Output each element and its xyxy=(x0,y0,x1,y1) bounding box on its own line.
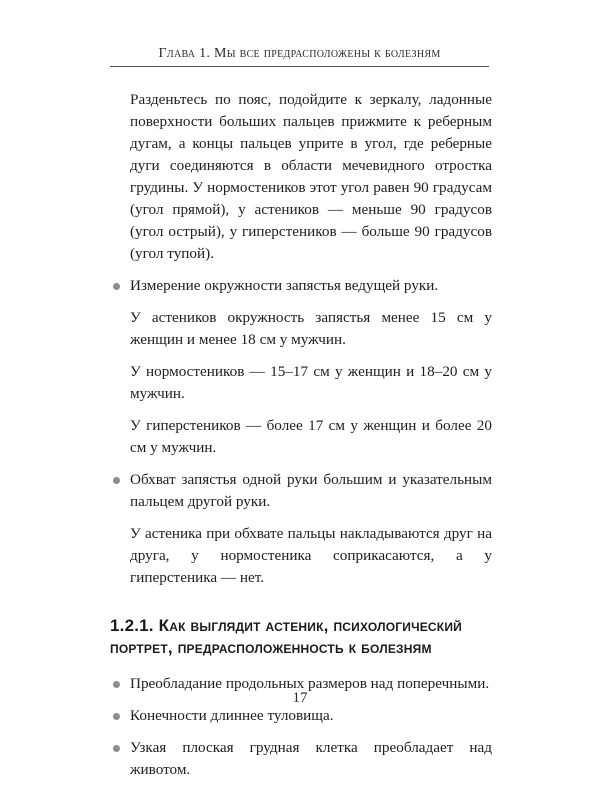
paragraph-intro: Разденьтесь по пояс, подойдите к зеркалу, ладонные поверхности больших пальцев прижмите к реберным дугам, а концы пальцев уприте в угол, где реберные дуги соединяются в области мечевидного отростка грудины. У нормостеников этот угол равен 90 градусам (угол прямой), у астеников — меньше 90 градусов (угол острый), у гиперстеников — больше 90 градусов (угол тупой). xyxy=(130,91,492,262)
list-item xyxy=(130,737,492,781)
paragraph-asthenic: У астеников окружность запястья менее 15 см у женщин и менее 18 см у мужчин. xyxy=(130,309,492,348)
bullet-text: Измерение окружности запястья ведущей руки. xyxy=(130,277,439,294)
paragraph-hypersthenic: У гиперстеников — более 17 см у женщин и более 20 см у мужчин. xyxy=(130,417,492,456)
bullet-item-grip xyxy=(130,469,492,513)
list-item xyxy=(130,705,492,727)
bullet-icon xyxy=(113,745,120,752)
bullet-icon xyxy=(113,713,120,720)
page-body xyxy=(110,89,492,791)
bullet-text: Обхват запястья одной руки большим и указательным пальцем другой руки. xyxy=(130,471,492,510)
bullet-icon xyxy=(113,681,120,688)
bullet-icon xyxy=(113,283,120,290)
page-number: 17 xyxy=(292,690,308,706)
bullet-text: Преобладание продольных размеров над поперечными. xyxy=(130,675,490,692)
paragraph-normosthenic: У нормостеников — 15–17 см у женщин и 18–20 см у мужчин. xyxy=(130,363,492,402)
bullet-text: Узкая плоская грудная клетка преобладает над животом. xyxy=(130,739,492,778)
header-rule xyxy=(110,66,489,67)
bullet-text: Конечности длиннее туловища. xyxy=(130,707,334,724)
running-head: Глава 1. Мы все предрасположены к болезням xyxy=(158,46,441,61)
bullet-item-wrist xyxy=(130,275,492,297)
bullet-icon xyxy=(113,477,120,484)
section-heading: 1.2.1. Как выглядит астеник, психологический портрет, предрасположенность к болезням xyxy=(110,616,462,657)
paragraph-grip: У астеника при обхвате пальцы накладываются друг на друга, у нормостеника соприкасаются, а у гиперстеника — нет. xyxy=(130,525,492,586)
